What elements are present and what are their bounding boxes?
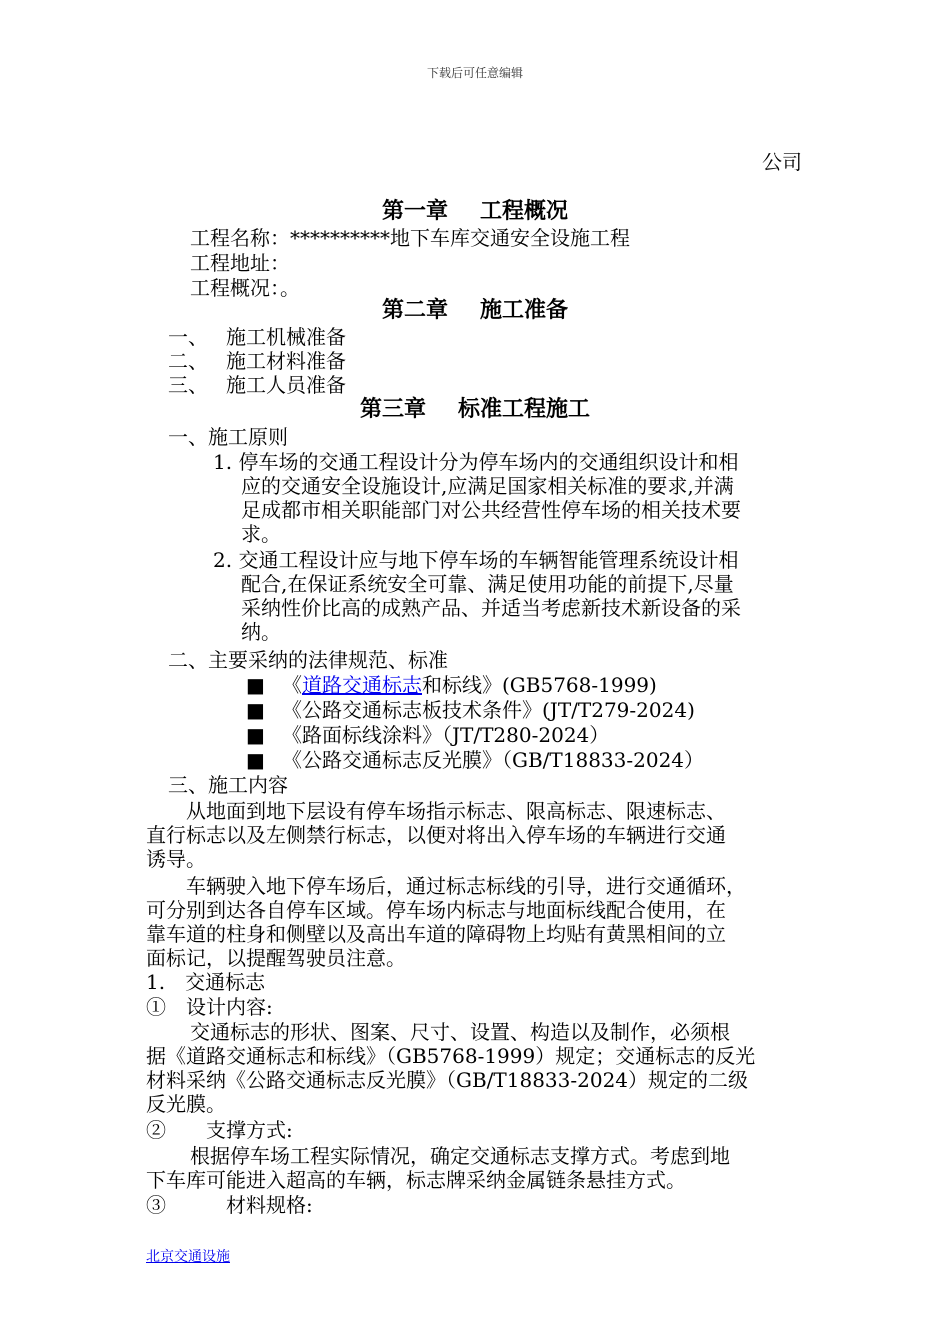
principle-1-line-2: 应的交通安全设施设计,应满足国家相关标准的要求,并满	[241, 474, 734, 498]
standard-item-3	[246, 723, 609, 747]
content-para-2-line-4: 面标记，以提醒驾驶员注意。	[146, 946, 406, 970]
principle-1-line-3: 足成都市相关职能部门对公共经营性停车场的相关技术要	[241, 498, 741, 522]
principle-1-line-1: 1. 停车场的交通工程设计分为停车场内的交通组织设计和相	[213, 450, 739, 474]
road-signs-link[interactable]: 道路交通标志	[302, 673, 422, 697]
design-content-label: ① 设计内容:	[146, 995, 273, 1019]
content-para-2-line-2: 可分别到达各自停车区域。停车场内标志与地面标线配合使用，在	[146, 898, 726, 922]
support-para-line-2: 下车库可能进入超高的车辆，标志牌采纳金属链条悬挂方式。	[146, 1168, 686, 1192]
prep-item-num: 二、	[168, 349, 208, 373]
standard-text: 《公路交通标志板技术条件》(JT/T279-2024)	[282, 698, 695, 722]
top-note: 下载后可任意编辑	[426, 66, 523, 80]
support-method-label: ② 支撑方式:	[146, 1118, 293, 1142]
prep-item-num: 三、	[168, 373, 208, 397]
content-para-2-line-1: 车辆驶入地下停车场后，通过标志标线的引导，进行交通循环，	[186, 874, 746, 898]
project-overview: 工程概况：。	[190, 276, 300, 300]
traffic-signs-title: 1. 交通标志	[146, 970, 266, 994]
design-para-line-3: 材料采纳《公路交通标志反光膜》（GB/T18833-2024）规定的二级	[146, 1068, 749, 1092]
design-para-line-4: 反光膜。	[146, 1092, 226, 1116]
bullet-square-icon: ■	[246, 673, 265, 697]
company-label: 公司	[762, 150, 802, 174]
prep-item-1	[168, 325, 346, 349]
prep-item-text: 施工材料准备	[226, 349, 346, 373]
standard-item-4	[246, 748, 704, 772]
standard-item-2	[246, 698, 695, 722]
support-para-line-1: 根据停车场工程实际情况，确定交通标志支撑方式。考虑到地	[190, 1144, 730, 1168]
standard-open-quote: 《	[282, 673, 302, 697]
bullet-square-icon: ■	[246, 698, 265, 722]
principle-2-line-3: 采纳性价比高的成熟产品、并适当考虑新技术新设备的采	[241, 596, 741, 620]
project-name: 工程名称：**********地下车库交通安全设施工程	[190, 226, 630, 250]
principle-2-line-2: 配合,在保证系统安全可靠、满足使用功能的前提下,尽量	[241, 572, 734, 596]
section-principles-title: 一、施工原则	[168, 425, 288, 449]
bullet-square-icon: ■	[246, 748, 265, 772]
chapter-3-title: 第三章 标准工程施工	[359, 397, 591, 422]
principle-2-line-1: 2. 交通工程设计应与地下停车场的车辆智能管理系统设计相	[213, 548, 739, 572]
standard-rest: 和标线》(GB5768-1999)	[422, 673, 657, 697]
standard-item-1	[246, 673, 657, 697]
design-para-line-2: 据《道路交通标志和标线》（GB5768-1999）规定；交通标志的反光	[146, 1044, 756, 1068]
standard-text: 《公路交通标志反光膜》（GB/T18833-2024）	[282, 748, 705, 772]
principle-2-line-4: 纳。	[241, 620, 281, 644]
content-para-1-line-2: 直行标志以及左侧禁行标志，以便对将出入停车场的车辆进行交通	[146, 823, 726, 847]
bullet-square-icon: ■	[246, 723, 265, 747]
prep-item-text: 施工人员准备	[226, 373, 346, 397]
prep-item-num: 一、	[168, 325, 208, 349]
footer-link[interactable]: 北京交通设施	[146, 1249, 230, 1265]
design-para-line-1: 交通标志的形状、图案、尺寸、设置、构造以及制作，必须根	[190, 1020, 730, 1044]
content-para-1-line-1: 从地面到地下层设有停车场指示标志、限高标志、限速标志、	[186, 799, 726, 823]
prep-item-text: 施工机械准备	[226, 325, 346, 349]
material-spec-label: ③ 材料规格:	[146, 1193, 313, 1217]
standard-text: 《路面标线涂料》（JT/T280-2024）	[282, 723, 610, 747]
content-para-2-line-3: 靠车道的柱身和侧壁以及高出车道的障碍物上均贴有黄黑相间的立	[146, 922, 726, 946]
section-standards-title: 二、主要采纳的法律规范、标准	[168, 648, 448, 672]
section-content-title: 三、施工内容	[168, 773, 288, 797]
content-para-1-line-3: 诱导。	[146, 847, 206, 871]
chapter-2-title: 第二章 施工准备	[381, 298, 569, 323]
principle-1-line-4: 求。	[241, 522, 281, 546]
project-address: 工程地址：	[190, 251, 290, 275]
prep-item-2	[168, 349, 346, 373]
prep-item-3	[168, 373, 346, 397]
chapter-1-title: 第一章 工程概况	[381, 199, 569, 224]
